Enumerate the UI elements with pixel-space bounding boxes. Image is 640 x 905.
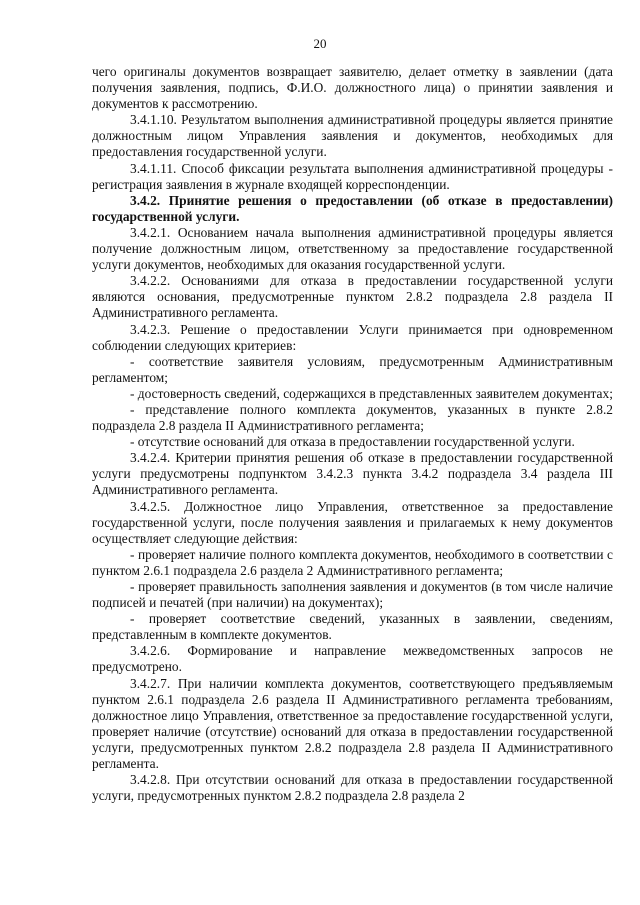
action-item: - проверяет соответствие сведений, указанных в заявлении, сведениям, представленным в комплекте документов.: [92, 611, 613, 643]
document-body: [92, 64, 613, 804]
paragraph-3-4-2-2: 3.4.2.2. Основаниями для отказа в предоставлении государственной услуги являются основания, предусмотренные пунктом 2.8.2 подраздела 2.8 раздела II Административного регламента.: [92, 273, 613, 321]
paragraph-3-4-2-6: 3.4.2.6. Формирование и направление межведомственных запросов не предусмотрено.: [92, 643, 613, 675]
page-number: 20: [313, 36, 327, 51]
criteria-item: - отсутствие оснований для отказа в предоставлении государственной услуги.: [130, 434, 575, 450]
paragraph-3-4-1-11: 3.4.1.11. Способ фиксации результата выполнения административной процедуры - регистрация заявления в журнале входящей корреспонденции.: [92, 160, 613, 192]
paragraph-3-4-2-4: 3.4.2.4. Критерии принятия решения об отказе в предоставлении государственной услуги предусмотрены подпунктом 3.4.2.3 пункта 3.4.2 подраздела 3.4 раздела III Административного регламента.: [92, 450, 613, 498]
paragraph-3-4-2-7: 3.4.2.7. При наличии комплекта документов, соответствующего предъявляемым пунктом 2.6.1 подраздела 2.6 раздела II Административного регламента требованиям, должностное лицо Управления, ответственное за предоставление государственной услуги, проверяет наличие (отсутствие) оснований для отказа в предоставлении государственной услуги, предусмотренных пунктом 2.8.2 подраздела 2.8 раздела II Административного регламента.: [92, 675, 613, 772]
paragraph-3-4-2-5: 3.4.2.5. Должностное лицо Управления, ответственное за предоставление государственной услуги, после получения заявления и прилагаемых к нему документов осуществляет следующие действия:: [92, 498, 613, 546]
paragraph-3-4-2-3: 3.4.2.3. Решение о предоставлении Услуги принимается при одновременном соблюдении следующих критериев:: [92, 321, 613, 353]
action-item: - проверяет правильность заполнения заявления и документов (в том числе наличие подписей и печатей (при наличии) на документах);: [92, 579, 613, 611]
criteria-item: - соответствие заявителя условиям, предусмотренным Административным регламентом;: [92, 353, 613, 385]
paragraph-3-4-1-10: 3.4.1.10. Результатом выполнения административной процедуры является принятие должностным лицом Управления заявления и документов, необходимых для предоставления государственной услуги.: [92, 112, 613, 160]
paragraph-3-4-2-8: 3.4.2.8. При отсутствии оснований для отказа в предоставлении государственной услуги, предусмотренных пунктом 2.8.2 подраздела 2.8 раздела 2: [92, 772, 613, 804]
paragraph-3-4-2-1: 3.4.2.1. Основанием начала выполнения административной процедуры является получение должностным лицом, ответственному за предоставление государственной услуги документов, необходимых для оказания государственной услуги.: [92, 224, 613, 273]
section-heading-3-4-2: [92, 193, 613, 225]
paragraph-continuation: чего оригиналы документов возвращает заявителю, делает отметку в заявлении (дата получения заявления, подпись, Ф.И.О. должностного лица) о принятии заявления и документов к рассмотрению.: [92, 64, 613, 112]
section-heading-text: 3.4.2. Принятие решения о предоставлении (об отказе в предоставлении) государственной услуги.: [92, 192, 613, 224]
criteria-item: - достоверность сведений, содержащихся в представленных заявителем документах;: [130, 385, 613, 401]
action-item: - проверяет наличие полного комплекта документов, необходимого в соответствии с пунктом 2.6.1 подраздела 2.6 раздела 2 Административного регламента;: [92, 546, 613, 578]
criteria-item: - представление полного комплекта документов, указанных в пункте 2.8.2 подраздела 2.8 раздела II Административного регламента;: [92, 401, 613, 434]
